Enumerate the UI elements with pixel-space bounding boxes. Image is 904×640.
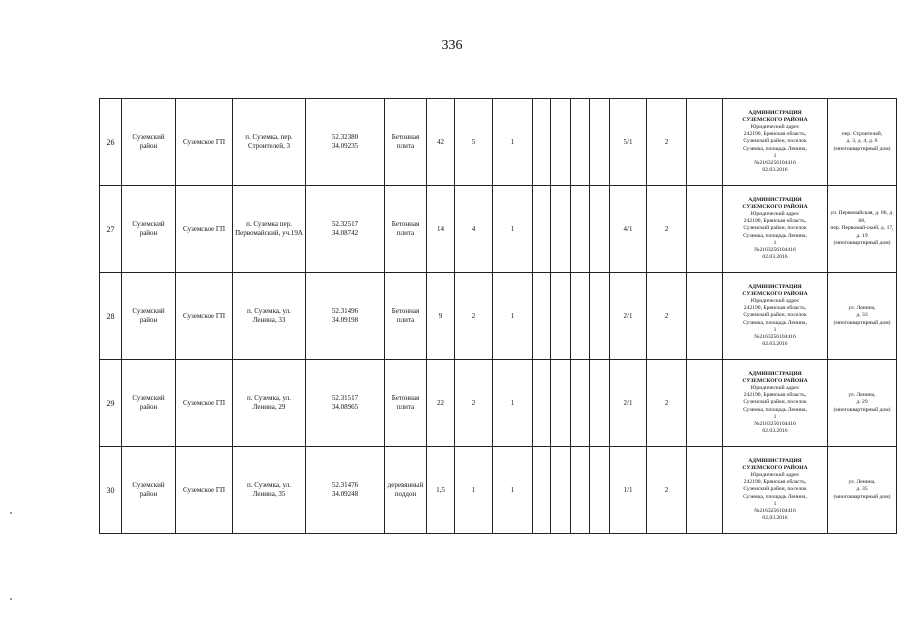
table-row bbox=[100, 273, 897, 360]
admin-name: СУЗЕМСКОГО РАЙОНА bbox=[742, 203, 808, 210]
containers-count-cell: 2 bbox=[455, 360, 493, 447]
row-number-cell: 26 bbox=[100, 99, 122, 186]
area-cell: 42 bbox=[427, 99, 455, 186]
admin-address: 242190, Брянская область, bbox=[743, 131, 807, 138]
address-cell: п. Суземка, пер. Строителей, 3 bbox=[233, 99, 306, 186]
owner-admin-cell bbox=[723, 186, 828, 273]
empty-cell bbox=[551, 186, 571, 273]
served-address: д. 3, д. 4, д. 6 bbox=[846, 138, 878, 145]
admin-reg-date: 02.03.2016 bbox=[762, 341, 788, 348]
row-number-cell: 27 bbox=[100, 186, 122, 273]
empty-cell bbox=[590, 360, 610, 447]
admin-address: Суземский район, поселок bbox=[743, 399, 807, 406]
admin-address: Суземка, площадь Ленина, bbox=[743, 319, 807, 326]
district-cell: Суземский район bbox=[122, 186, 176, 273]
latitude: 52.31517 bbox=[331, 394, 359, 402]
longitude: 34.08742 bbox=[331, 229, 359, 237]
container-volume-cell: 1 bbox=[493, 273, 533, 360]
admin-address: 1 bbox=[773, 152, 777, 159]
admin-address: Юридический адрес bbox=[750, 297, 800, 304]
admin-address: Суземка, площадь Ленина, bbox=[743, 493, 807, 500]
empty-cell bbox=[590, 186, 610, 273]
table-row bbox=[100, 447, 897, 534]
admin-address: Юридический адрес bbox=[750, 384, 800, 391]
admin-name: АДМИНИСТРАЦИЯ bbox=[748, 109, 802, 116]
containers-count-cell: 4 bbox=[455, 186, 493, 273]
admin-name: СУЗЕМСКОГО РАЙОНА bbox=[742, 116, 808, 123]
served-address: д. 35 bbox=[856, 486, 868, 493]
surface-type-cell: Бетонная плита bbox=[385, 273, 427, 360]
empty-cell bbox=[571, 99, 590, 186]
served-address: д. 29 bbox=[856, 399, 868, 406]
empty-cell bbox=[687, 447, 723, 534]
admin-address: Суземка, площадь Ленина, bbox=[743, 406, 807, 413]
surface-type-cell: Бетонная плита bbox=[385, 360, 427, 447]
table-row bbox=[100, 99, 897, 186]
admin-address: 242190, Брянская область, bbox=[743, 305, 807, 312]
district-cell: Суземский район bbox=[122, 447, 176, 534]
coordinates-cell bbox=[306, 186, 385, 273]
latitude: 52.32517 bbox=[331, 220, 359, 228]
empty-cell bbox=[687, 99, 723, 186]
district-cell: Суземский район bbox=[122, 360, 176, 447]
frequency-cell: 2 bbox=[647, 273, 687, 360]
admin-reg-date: 02.03.2016 bbox=[762, 254, 788, 261]
ratio-cell: 4/1 bbox=[610, 186, 647, 273]
ratio-cell: 2/1 bbox=[610, 273, 647, 360]
admin-address: Суземский район, поселок bbox=[743, 138, 807, 145]
ratio-cell: 1/1 bbox=[610, 447, 647, 534]
longitude: 34.09235 bbox=[331, 142, 359, 150]
empty-cell bbox=[533, 273, 551, 360]
empty-cell bbox=[551, 360, 571, 447]
row-number-cell: 30 bbox=[100, 447, 122, 534]
empty-cell bbox=[551, 273, 571, 360]
served-objects-cell bbox=[828, 99, 897, 186]
admin-address: Суземский район, поселок bbox=[743, 486, 807, 493]
latitude: 52.31496 bbox=[331, 307, 359, 315]
settlement-cell: Суземское ГП bbox=[176, 447, 233, 534]
empty-cell bbox=[571, 186, 590, 273]
container-volume-cell: 1 bbox=[493, 99, 533, 186]
admin-address: Юридический адрес bbox=[750, 471, 800, 478]
row-number-cell: 28 bbox=[100, 273, 122, 360]
containers-count-cell: 2 bbox=[455, 273, 493, 360]
served-address: 68, bbox=[858, 217, 866, 224]
empty-cell bbox=[571, 273, 590, 360]
address-cell: п. Суземка пер. Первомайский, уч.19А bbox=[233, 186, 306, 273]
latitude: 52.31476 bbox=[331, 481, 359, 489]
empty-cell bbox=[687, 186, 723, 273]
page-number: 336 bbox=[441, 38, 463, 53]
settlement-cell: Суземское ГП bbox=[176, 99, 233, 186]
served-address: д. 33 bbox=[856, 312, 868, 319]
served-address: ул. Первомайская, д. 66, д. bbox=[830, 210, 894, 217]
ratio-cell: 2/1 bbox=[610, 360, 647, 447]
building-type: (многоквартирный дом) bbox=[833, 319, 891, 326]
empty-cell bbox=[571, 360, 590, 447]
owner-admin-cell bbox=[723, 99, 828, 186]
district-cell: Суземский район bbox=[122, 99, 176, 186]
area-cell: 22 bbox=[427, 360, 455, 447]
latitude: 52.32380 bbox=[331, 133, 359, 141]
owner-admin-cell bbox=[723, 447, 828, 534]
frequency-cell: 2 bbox=[647, 447, 687, 534]
admin-reg-number: №2163256104416 bbox=[754, 421, 796, 427]
admin-name: АДМИНИСТРАЦИЯ bbox=[748, 283, 802, 290]
admin-reg-date: 02.03.2016 bbox=[762, 167, 788, 174]
containers-count-cell: 5 bbox=[455, 99, 493, 186]
admin-address: Суземка, площадь Ленина, bbox=[743, 232, 807, 239]
admin-address: Суземка, площадь Ленина, bbox=[743, 145, 807, 152]
frequency-cell: 2 bbox=[647, 186, 687, 273]
empty-cell bbox=[533, 447, 551, 534]
settlement-cell: Суземское ГП bbox=[176, 186, 233, 273]
container-volume-cell: 1 bbox=[493, 447, 533, 534]
empty-cell bbox=[533, 99, 551, 186]
admin-reg-number: №2163256104416 bbox=[754, 508, 796, 514]
container-volume-cell: 1 bbox=[493, 360, 533, 447]
district-cell: Суземский район bbox=[122, 273, 176, 360]
coordinates-cell bbox=[306, 360, 385, 447]
settlement-cell: Суземское ГП bbox=[176, 360, 233, 447]
frequency-cell: 2 bbox=[647, 99, 687, 186]
admin-reg-number: №2163256104416 bbox=[754, 160, 796, 166]
served-objects-cell bbox=[828, 186, 897, 273]
table-body bbox=[100, 99, 897, 534]
settlement-cell: Суземское ГП bbox=[176, 273, 233, 360]
admin-address: Суземский район, поселок bbox=[743, 312, 807, 319]
admin-name: СУЗЕМСКОГО РАЙОНА bbox=[742, 377, 808, 384]
served-objects-cell bbox=[828, 360, 897, 447]
container-volume-cell: 1 bbox=[493, 186, 533, 273]
scan-dot bbox=[10, 598, 12, 600]
admin-name: АДМИНИСТРАЦИЯ bbox=[748, 196, 802, 203]
empty-cell bbox=[533, 360, 551, 447]
empty-cell bbox=[551, 447, 571, 534]
empty-cell bbox=[590, 99, 610, 186]
served-objects-cell bbox=[828, 447, 897, 534]
admin-reg-date: 02.03.2016 bbox=[762, 428, 788, 435]
admin-address: Юридический адрес bbox=[750, 210, 800, 217]
building-type: (многоквартирный дом) bbox=[833, 145, 891, 152]
admin-address: Юридический адрес bbox=[750, 123, 800, 130]
containers-count-cell: 1 bbox=[455, 447, 493, 534]
area-cell: 14 bbox=[427, 186, 455, 273]
coordinates-cell bbox=[306, 273, 385, 360]
admin-name: АДМИНИСТРАЦИЯ bbox=[748, 370, 802, 377]
frequency-cell: 2 bbox=[647, 360, 687, 447]
admin-address: 1 bbox=[773, 413, 777, 420]
admin-name: АДМИНИСТРАЦИЯ bbox=[748, 457, 802, 464]
admin-address: 1 bbox=[773, 239, 777, 246]
admin-address: 242190, Брянская область, bbox=[743, 218, 807, 225]
served-address: ул. Ленина, bbox=[848, 478, 876, 485]
empty-cell bbox=[590, 447, 610, 534]
surface-type-cell: Бетонная плита bbox=[385, 186, 427, 273]
table-row bbox=[100, 186, 897, 273]
admin-address: 1 bbox=[773, 500, 777, 507]
address-cell: п. Суземка, ул. Ленина, 29 bbox=[233, 360, 306, 447]
served-objects-cell bbox=[828, 273, 897, 360]
longitude: 34.09248 bbox=[331, 490, 359, 498]
served-address: пер. Строителей, bbox=[841, 130, 883, 137]
building-type: (многоквартирный дом) bbox=[833, 406, 891, 413]
coordinates-cell bbox=[306, 99, 385, 186]
served-address: ул. Ленина, bbox=[848, 391, 876, 398]
admin-reg-number: №2163256104416 bbox=[754, 247, 796, 253]
admin-address: 1 bbox=[773, 326, 777, 333]
admin-name: СУЗЕМСКОГО РАЙОНА bbox=[742, 464, 808, 471]
row-number-cell: 29 bbox=[100, 360, 122, 447]
empty-cell bbox=[590, 273, 610, 360]
longitude: 34.09198 bbox=[331, 316, 359, 324]
address-cell: п. Суземка, ул. Ленина, 35 bbox=[233, 447, 306, 534]
scan-dot bbox=[10, 512, 12, 514]
empty-cell bbox=[687, 273, 723, 360]
admin-reg-number: №2163256104416 bbox=[754, 334, 796, 340]
empty-cell bbox=[533, 186, 551, 273]
registry-table bbox=[99, 98, 897, 534]
surface-type-cell: Бетонная плита bbox=[385, 99, 427, 186]
building-type: (многоквартирный дом) bbox=[833, 240, 891, 247]
area-cell: 9 bbox=[427, 273, 455, 360]
empty-cell bbox=[571, 447, 590, 534]
empty-cell bbox=[687, 360, 723, 447]
admin-address: 242190, Брянская область, bbox=[743, 479, 807, 486]
admin-address: 242190, Брянская область, bbox=[743, 392, 807, 399]
ratio-cell: 5/1 bbox=[610, 99, 647, 186]
longitude: 34.08965 bbox=[331, 403, 359, 411]
empty-cell bbox=[551, 99, 571, 186]
area-cell: 1,5 bbox=[427, 447, 455, 534]
served-address: пер. Первомай-ский, д. 17, д. 19 bbox=[830, 225, 894, 239]
building-type: (многоквартирный дом) bbox=[833, 493, 891, 500]
served-address: ул. Ленина, bbox=[848, 304, 876, 311]
coordinates-cell bbox=[306, 447, 385, 534]
admin-name: СУЗЕМСКОГО РАЙОНА bbox=[742, 290, 808, 297]
surface-type-cell: деревянный поддон bbox=[385, 447, 427, 534]
owner-admin-cell bbox=[723, 273, 828, 360]
admin-address: Суземский район, поселок bbox=[743, 225, 807, 232]
table-row bbox=[100, 360, 897, 447]
address-cell: п. Суземка, ул. Ленина, 33 bbox=[233, 273, 306, 360]
admin-reg-date: 02.03.2016 bbox=[762, 515, 788, 522]
owner-admin-cell bbox=[723, 360, 828, 447]
